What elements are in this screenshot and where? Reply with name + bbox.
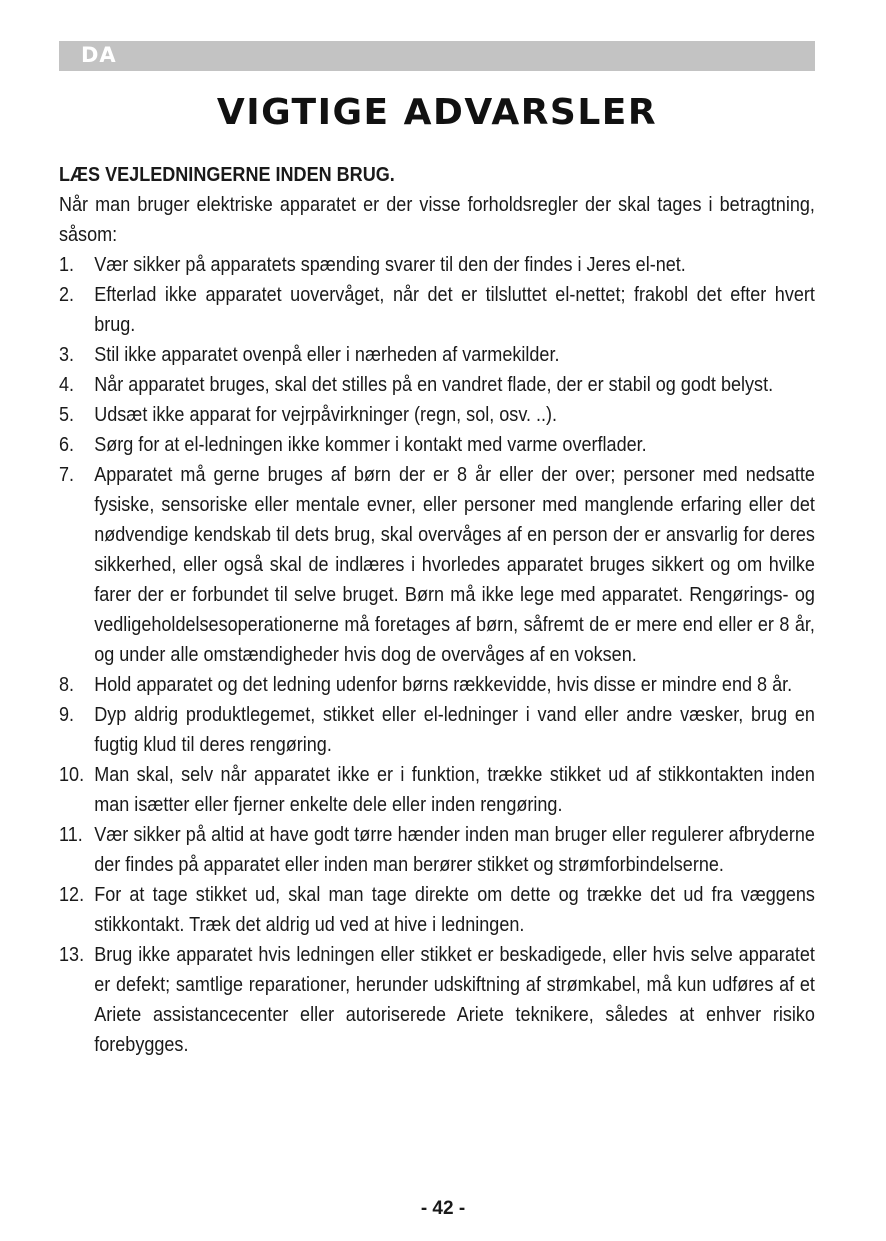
page-title: VIGTIGE ADVARSLER <box>216 92 658 133</box>
warning-item <box>59 250 815 280</box>
warning-number: 1. <box>59 253 75 276</box>
section-subheading: LÆS VEJLEDNINGERNE INDEN BRUG. <box>59 163 395 186</box>
warning-number: 11. <box>59 823 83 846</box>
warning-number: 5. <box>59 403 75 426</box>
warning-text: Dyp aldrig produktlegemet, stikket eller el-ledninger i vand eller andre væsker, brug en fugtig klud til deres rengøring. <box>94 703 815 756</box>
warning-number: 7. <box>59 463 75 486</box>
warning-number: 6. <box>59 433 75 456</box>
language-code: DA <box>81 43 117 67</box>
warning-text: Brug ikke apparatet hvis ledningen eller stikket er beskadigede, eller hvis selve apparatet er defekt; samtlige reparationer, herunder udskiftning af strømkabel, må kun udføres af et Ariete assistancecenter eller autoriserede Ariete teknikere, således at enhver risiko forebygges. <box>94 943 815 1056</box>
language-bar <box>59 41 815 71</box>
warning-number: 3. <box>59 343 75 366</box>
warning-text: Man skal, selv når apparatet ikke er i funktion, trække stikket ud af stikkontakten inden man isætter eller fjerner enkelte dele eller inden rengøring. <box>94 763 815 816</box>
warning-item <box>59 430 815 460</box>
warning-number: 8. <box>59 673 75 696</box>
warning-text: Vær sikker på apparatets spænding svarer til den der findes i Jeres el-net. <box>94 253 686 276</box>
intro-paragraph: Når man bruger elektriske apparatet er der visse forholdsregler der skal tages i betragtning, såsom: <box>59 193 815 246</box>
warning-item <box>59 820 815 880</box>
warning-item <box>59 670 815 700</box>
warning-text: Sørg for at el-ledningen ikke kommer i kontakt med varme overflader. <box>94 433 647 456</box>
page-number: - 42 - <box>420 1198 466 1219</box>
warning-item <box>59 370 815 400</box>
warning-number: 13. <box>59 943 85 966</box>
warning-text: Vær sikker på altid at have godt tørre hænder inden man bruger eller regulerer afbryderne der findes på apparatet eller inden man berører stikket og strømforbindelserne. <box>94 823 815 876</box>
warning-item <box>59 280 815 340</box>
warning-number: 4. <box>59 373 75 396</box>
warning-number: 2. <box>59 283 75 306</box>
warning-number: 12. <box>59 883 85 906</box>
warning-text: Stil ikke apparatet ovenpå eller i nærheden af varmekilder. <box>94 343 560 366</box>
warnings-list <box>59 250 815 1060</box>
warning-item <box>59 460 815 670</box>
warning-item <box>59 940 815 1060</box>
warning-text: Hold apparatet og det ledning udenfor børns rækkevidde, hvis disse er mindre end 8 år. <box>94 673 793 696</box>
warning-item <box>59 400 815 430</box>
warning-text: Apparatet må gerne bruges af børn der er 8 år eller der over; personer med nedsatte fysiske, sensoriske eller mentale evner, eller personer med manglende erfaring eller det nødvendige kendskab til dets brug, skal overvåges af en person der er ansvarlig for deres sikkerhed, eller også skal de indlæres i hvorledes apparatet bruges sikkert og om hvilke farer der er forbundet til selve bruget. Børn må ikke lege med apparatet. Rengørings- og vedligeholdelsesoperationerne må foretages af børn, såfremt de er mere end eller er 8 år, og under alle omstændigheder hvis dog de overvåges af en voksen. <box>94 463 815 666</box>
warning-item <box>59 760 815 820</box>
warning-text: Når apparatet bruges, skal det stilles på en vandret flade, der er stabil og godt belyst. <box>94 373 774 396</box>
warning-item <box>59 340 815 370</box>
warning-text: For at tage stikket ud, skal man tage direkte om dette og trække det ud fra væggens stikkontakt. Træk det aldrig ud ved at hive i ledningen. <box>94 883 815 936</box>
warning-number: 10. <box>59 763 85 786</box>
warning-number: 9. <box>59 703 75 726</box>
warning-item <box>59 700 815 760</box>
warnings-section <box>59 160 815 1060</box>
warning-text: Efterlad ikke apparatet uovervåget, når det er tilsluttet el-nettet; frakobl det efter hvert brug. <box>94 283 815 336</box>
warning-item <box>59 880 815 940</box>
warning-text: Udsæt ikke apparat for vejrpåvirkninger (regn, sol, osv. ..). <box>94 403 558 426</box>
